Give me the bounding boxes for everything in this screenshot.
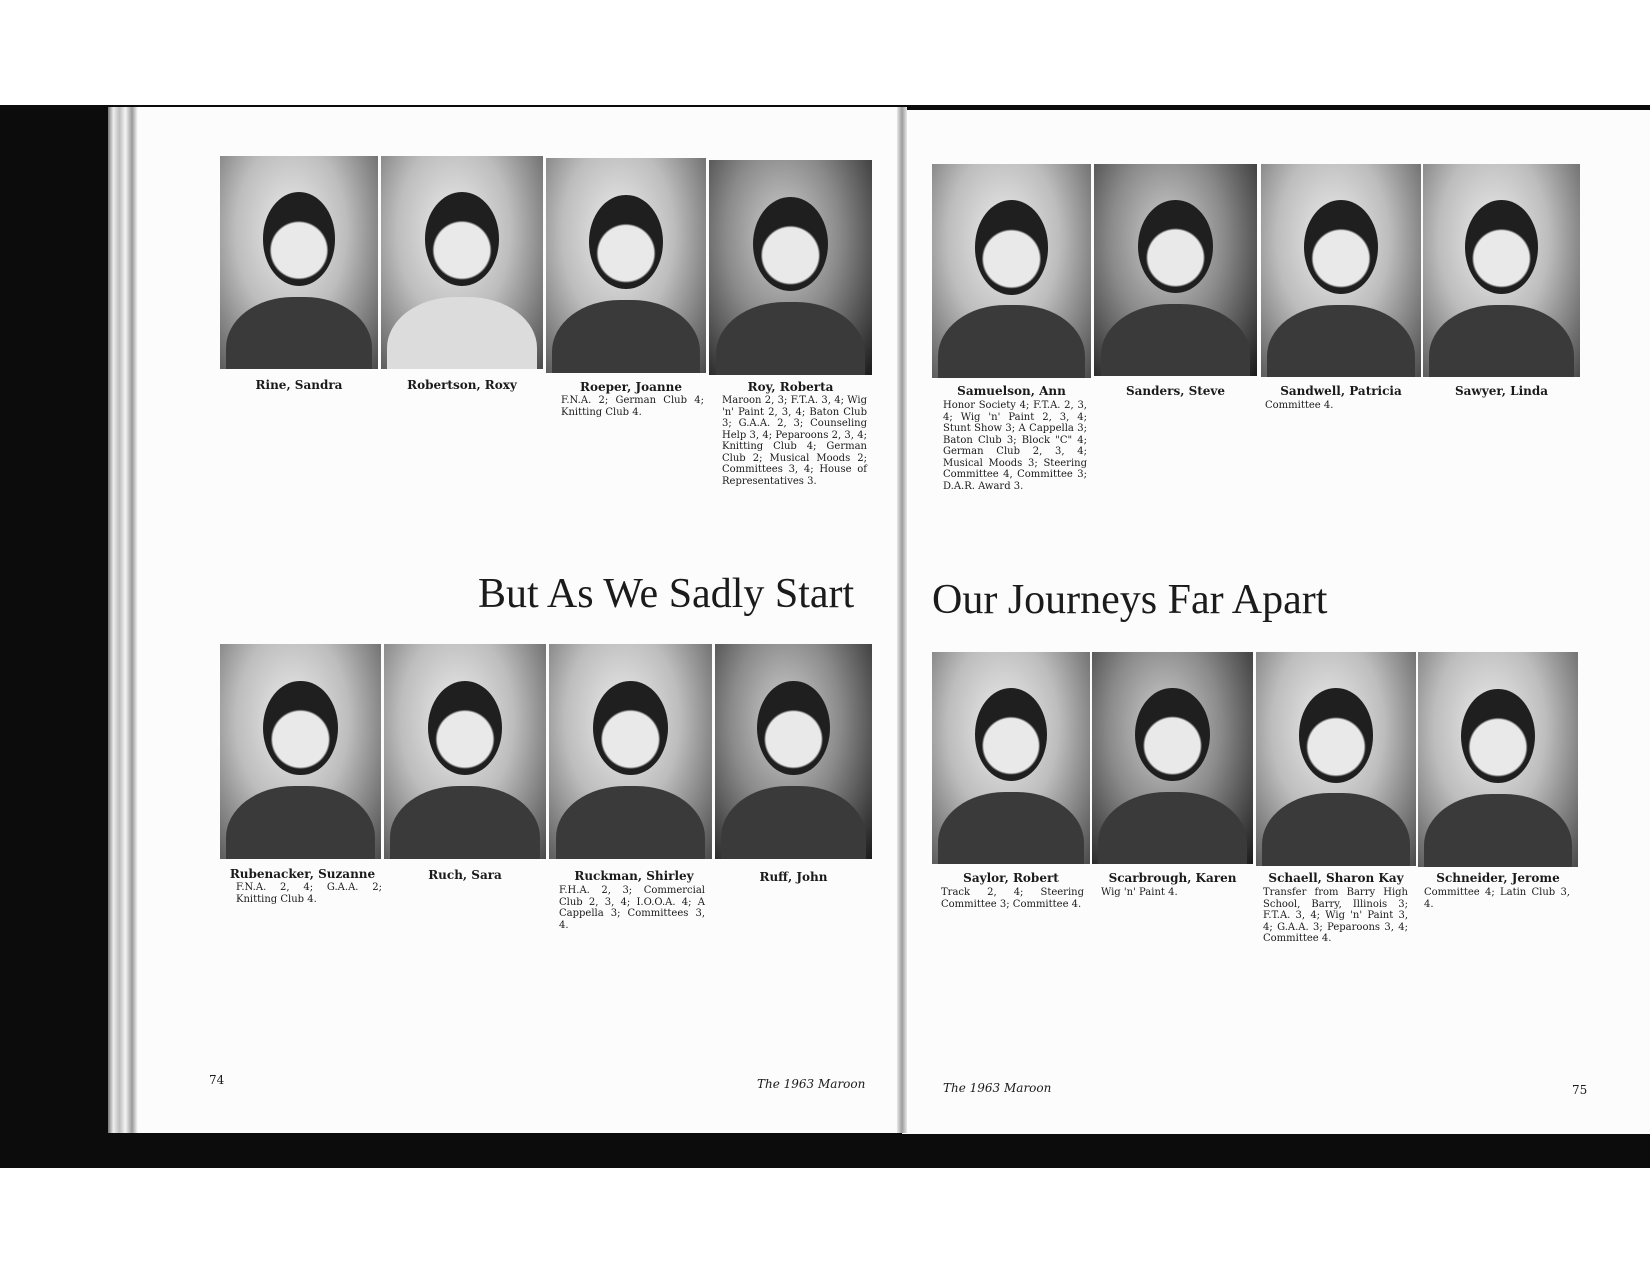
portrait-photo xyxy=(220,644,381,859)
student-activities: Transfer from Barry High School, Barry, Illinois 3; F.T.A. 3, 4; Wig 'n' Paint 3, 4; G.A.A. 3; Peparoons 3, 4; Committee 4. xyxy=(1263,887,1408,944)
portrait-photo xyxy=(384,644,546,859)
book-gutter xyxy=(897,107,907,1133)
student-activities: Track 2, 4; Steering Committee 3; Committee 4. xyxy=(941,887,1084,910)
portrait-photo xyxy=(1423,164,1580,377)
student-activities: Committee 4. xyxy=(1265,400,1334,411)
student-name: Roeper, Joanne xyxy=(580,380,682,394)
portrait-photo xyxy=(381,156,543,369)
student-name: Rubenacker, Suzanne xyxy=(229,867,376,881)
student-activities: F.N.A. 2; German Club 4; Knitting Club 4. xyxy=(561,395,704,418)
student-name: Sandwell, Patricia xyxy=(1280,384,1402,398)
portrait-photo xyxy=(1261,164,1421,377)
page-headline-right: Our Journeys Far Apart xyxy=(932,577,1328,623)
portrait-photo xyxy=(1256,652,1416,866)
student-activities: F.N.A. 2, 4; G.A.A. 2; Knitting Club 4. xyxy=(236,882,382,905)
student-activities: Maroon 2, 3; F.T.A. 3, 4; Wig 'n' Paint 2, 3, 4; Baton Club 3; G.A.A. 2, 3; Counseling Help 3, 4; Peparoons 2, 3, 4; Knitting Club 4; German Club 2; Musical Moods 2; Committees 3, 4; House of Representatives 3. xyxy=(722,395,867,487)
student-name: Rine, Sandra xyxy=(255,378,343,392)
student-activities: F.H.A. 2, 3; Commercial Club 2, 3, 4; I.O.O.A. 4; A Cappella 3; Committees 3, 4. xyxy=(559,885,705,931)
footer-title-right: The 1963 Maroon xyxy=(943,1081,1052,1095)
page-number-right: 75 xyxy=(1572,1083,1588,1097)
portrait-photo xyxy=(1418,652,1578,867)
page-headline-left: But As We Sadly Start xyxy=(478,571,855,617)
student-name: Robertson, Roxy xyxy=(407,378,517,392)
portrait-photo xyxy=(715,644,872,859)
portrait-photo xyxy=(220,156,378,369)
portrait-photo xyxy=(1092,652,1253,864)
student-activities: Committee 4; Latin Club 3, 4. xyxy=(1424,887,1570,910)
student-activities: Honor Society 4; F.T.A. 2, 3, 4; Wig 'n' Paint 2, 3, 4; Stunt Show 3; A Cappella 3; Baton Club 3; Block "C" 4; German Club 2, 3, 4; Musical Moods 3; Steering Committee 4, Committee 3; D.A.R. Award 3. xyxy=(943,400,1087,492)
student-name: Samuelson, Ann xyxy=(957,384,1066,398)
student-activities: Wig 'n' Paint 4. xyxy=(1101,887,1178,898)
student-name: Sawyer, Linda xyxy=(1454,384,1549,398)
portrait-photo xyxy=(932,652,1090,864)
student-name: Schaell, Sharon Kay xyxy=(1268,871,1404,885)
portrait-photo xyxy=(1094,164,1257,376)
footer-title-left: The 1963 Maroon xyxy=(757,1077,866,1091)
student-name: Saylor, Robert xyxy=(963,871,1059,885)
portrait-photo xyxy=(932,164,1091,378)
student-name: Scarbrough, Karen xyxy=(1108,871,1237,885)
student-name: Ruckman, Shirley xyxy=(574,869,694,883)
student-name: Ruff, John xyxy=(759,870,828,884)
page-number-left: 74 xyxy=(209,1073,225,1087)
student-name: Schneider, Jerome xyxy=(1436,871,1560,885)
book-spine-edge xyxy=(108,107,138,1133)
student-name: Ruch, Sara xyxy=(428,868,502,882)
student-name: Roy, Roberta xyxy=(747,380,834,394)
portrait-photo xyxy=(546,158,706,373)
portrait-photo xyxy=(549,644,712,859)
student-name: Sanders, Steve xyxy=(1125,384,1226,398)
portrait-photo xyxy=(709,160,872,375)
